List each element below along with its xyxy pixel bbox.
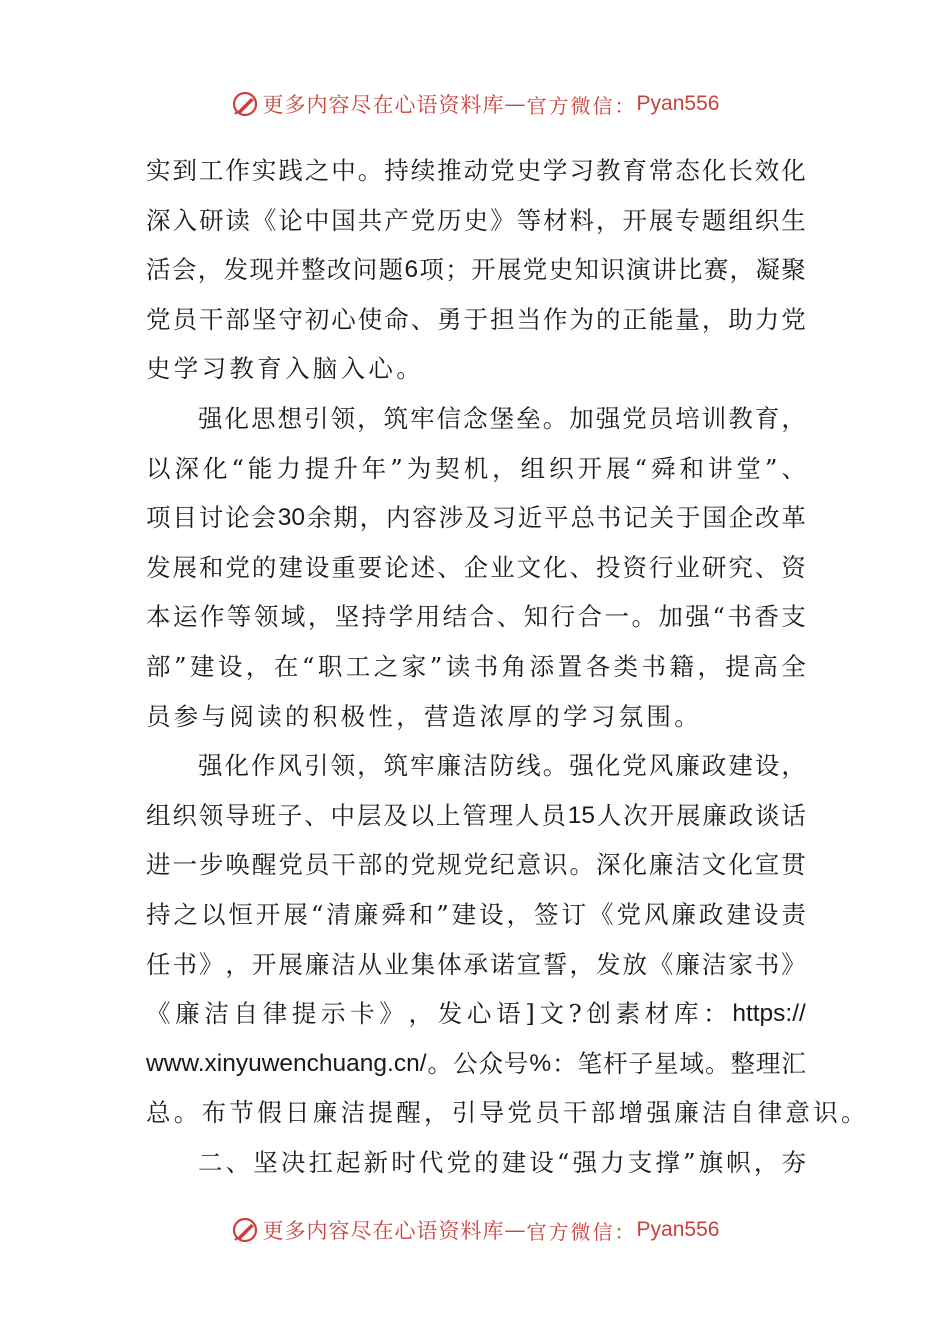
watermark-dash: — bbox=[504, 92, 527, 116]
wechat-id: Pyan556 bbox=[636, 1218, 720, 1241]
text-line: 组 织 领 导 班 子 、 中 层 及 以 上 管 理 人 员 15 人 次 开 展 廉 政 谈 话 bbox=[146, 800, 806, 830]
text-line: www.xinyuwenchuang.cn/ 。 公 众 号 % ： 笔 杆 子 星 域 。 整 理 汇 bbox=[146, 1048, 806, 1078]
pen-logo-icon bbox=[231, 1216, 259, 1244]
text-line: 实 到 工 作 实 践 之 中 。 持 续 推 动 党 史 学 习 教 育 常 态 化 长 效 化 bbox=[146, 156, 806, 185]
text-line: 活 会 ， 发 现 并 整 改 问 题 6 项 ； 开 展 党 史 知 识 演 讲 比 赛 ， 凝 聚 bbox=[146, 255, 806, 285]
paragraph-4 bbox=[146, 1138, 806, 1188]
text-line: 本 运 作 等 领 域 ， 坚 持 学 用 结 合 、 知 行 合 一 。 加 强 “ 书 香 支 bbox=[146, 602, 806, 632]
paragraph-2 bbox=[146, 394, 806, 741]
footer-watermark-banner bbox=[0, 1210, 950, 1250]
wechat-id: Pyan556 bbox=[636, 92, 720, 115]
header-watermark-banner bbox=[0, 84, 950, 124]
text-line: 强 化 思 想 引 领 ， 筑 牢 信 念 堡 垒 。 加 强 党 员 培 训 教 育 ， bbox=[198, 403, 806, 433]
watermark-text: 更多内容尽在心语资料库 bbox=[262, 1219, 505, 1243]
text-line: 项 目 讨 论 会 30 余 期 ， 内 容 涉 及 习 近 平 总 书 记 关 于 国 企 改 革 bbox=[146, 503, 806, 533]
text-line: 员参与阅读的积极性，营造浓厚的学习氛围。 bbox=[146, 701, 702, 731]
text-line: 强 化 作 风 引 领 ， 筑 牢 廉 洁 防 线 。 强 化 党 风 廉 政 建 设 ， bbox=[198, 751, 806, 781]
wechat-label: 官方微信： bbox=[526, 1219, 637, 1244]
text-line: 二 、 坚 决 扛 起 新 时 代 党 的 建 设 “ 强 力 支 撑 ” 旗 帜 ， 夯 bbox=[198, 1147, 806, 1177]
text-line: 党 员 干 部 坚 守 初 心 使 命 、 勇 于 担 当 作 为 的 正 能 量 ， 助 力 党 bbox=[146, 304, 806, 334]
paragraph-1 bbox=[146, 146, 806, 394]
pen-logo-icon bbox=[231, 90, 259, 118]
text-line: 进 一 步 唤 醒 党 员 干 部 的 党 规 党 纪 意 识 。 深 化 廉 洁 文 化 宣 贯 bbox=[146, 850, 806, 880]
text-line: 部 ” 建 设 ， 在 “ 职 工 之 家 ” 读 书 角 添 置 各 类 书 籍 ， 提 高 全 bbox=[146, 651, 806, 681]
text-line: 总。布节假日廉洁提醒，引导党员干部增强廉洁自律意识。 bbox=[146, 1098, 869, 1128]
watermark-text: 更多内容尽在心语资料库 bbox=[262, 93, 505, 117]
text-line: 任 书 》 ， 开 展 廉 洁 从 业 集 体 承 诺 宣 誓 ， 发 放 《 廉 洁 家 书 》 bbox=[146, 949, 806, 979]
text-line: 深 入 研 读 《 论 中 国 共 产 党 历 史 》 等 材 料 ， 开 展 专 题 组 织 生 bbox=[146, 205, 806, 235]
text-line: 持 之 以 恒 开 展 “ 清 廉 舜 和 ” 建 设 ， 签 订 《 党 风 廉 政 建 设 责 bbox=[146, 899, 806, 929]
document-body bbox=[146, 146, 869, 1187]
text-line: 发 展 和 党 的 建 设 重 要 论 述 、 企 业 文 化 、 投 资 行 业 研 究 、 资 bbox=[146, 552, 806, 582]
paragraph-3 bbox=[146, 741, 869, 1138]
text-line: 史学习教育入脑入心。 bbox=[146, 354, 424, 384]
wechat-label: 官方微信： bbox=[526, 93, 637, 118]
text-line: 《 廉 洁 自 律 提 示 卡 》 ， 发 心 语 ] 文 ? 创 素 材 库 ： https:// bbox=[146, 999, 806, 1029]
text-line: 以 深 化 “ 能 力 提 升 年 ” 为 契 机 ， 组 织 开 展 “ 舜 和 讲 堂 ” 、 bbox=[146, 453, 806, 483]
watermark-dash: — bbox=[504, 1218, 527, 1242]
